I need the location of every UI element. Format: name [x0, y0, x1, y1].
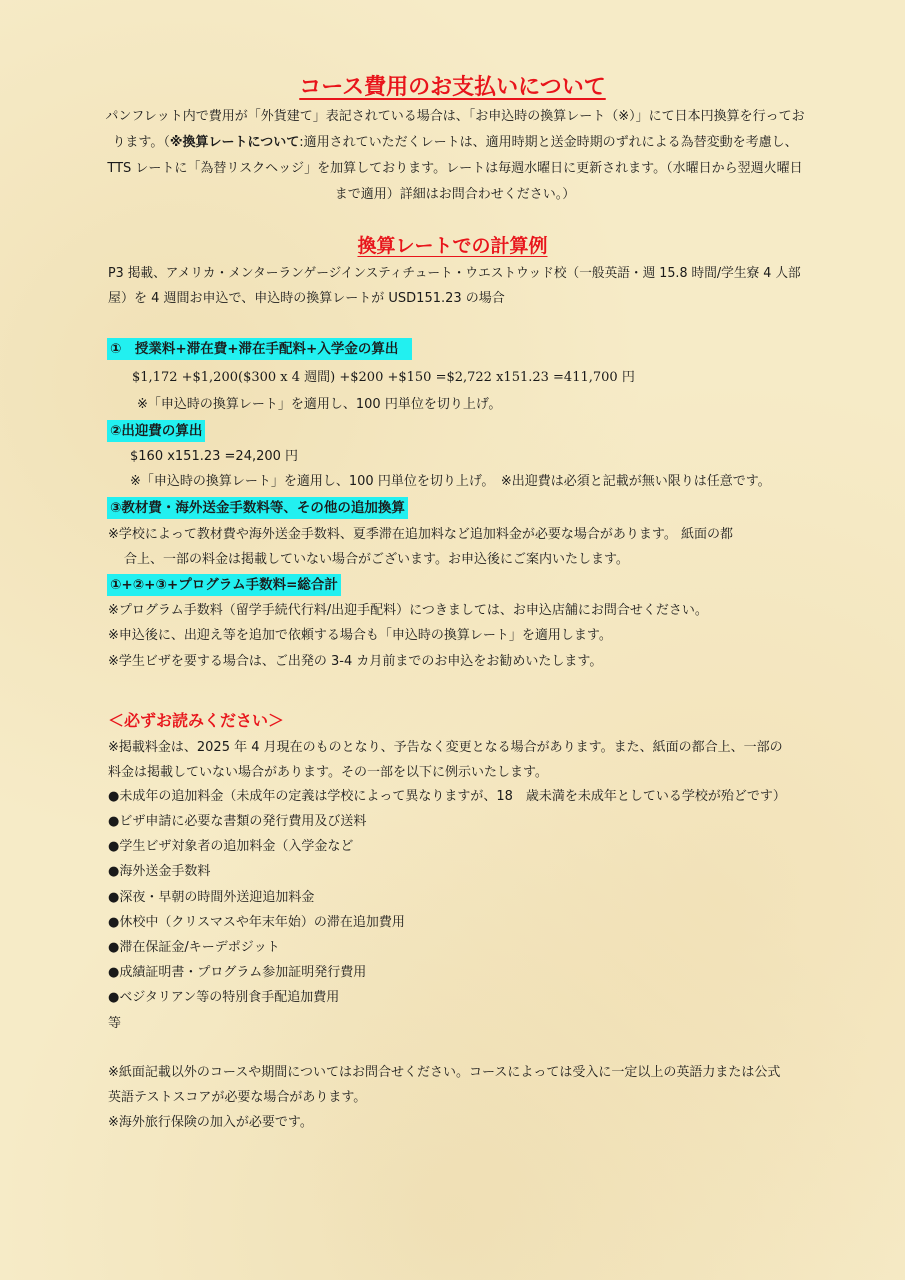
section1-note: ※「申込時の換算レート」を適用し、100 円単位を切り上げ。 [137, 397, 502, 412]
notice-item: ●学生ビザ対象者の追加料金（入学金など [108, 839, 354, 854]
section4-note-2: ※申込後に、出迎え等を追加で依頼する場合も「申込時の換算レート」を適用します。 [108, 628, 612, 643]
section2-heading: ②出迎費の算出 [107, 420, 205, 442]
intro-paragraph [105, 104, 805, 208]
section4-note-3: ※学生ビザを要する場合は、ご出発の 3-4 カ月前までのお申込をお勧めいたします。 [108, 654, 603, 669]
example-desc-line1: P3 掲載、アメリカ・メンターランゲージインスティチュート・ウエストウッド校（一般英語・週 15.8 時間/学生寮 4 人部 [108, 266, 801, 281]
section2-calc: $160 x151.23 =24,200 円 [130, 449, 299, 464]
notice-etc: 等 [108, 1016, 122, 1031]
section1-heading: ① 授業料+滞在費+滞在手配料+入学金の算出 [107, 338, 412, 360]
section4-note-1: ※プログラム手数料（留学手続代行料/出迎手配料）につきましては、お申込店舗にお問合せください。 [108, 603, 708, 618]
section2-note: ※「申込時の換算レート」を適用し、100 円単位を切り上げ。 ※出迎費は必須と記載が無い限りは任意です。 [130, 474, 771, 489]
notice-footer-1: ※紙面記載以外のコースや期間についてはお問合せください。コースによっては受入に一定以上の英語力または公式 [108, 1065, 781, 1080]
notice-footer-3: ※海外旅行保険の加入が必要です。 [108, 1115, 313, 1130]
example-desc-line2: 屋）を 4 週間お申込で、申込時の換算レートが USD151.23 の場合 [108, 291, 505, 306]
notice-item: ●ビザ申請に必要な書類の発行費用及び送料 [108, 814, 367, 829]
section3-note2: 合上、一部の料金は掲載していない場合がございます。お申込後にご案内いたします。 [124, 552, 629, 567]
notice-item: ●成績証明書・プログラム参加証明発行費用 [108, 965, 367, 980]
notice-item: ●休校中（クリスマスや年末年始）の滞在追加費用 [108, 915, 405, 930]
notice-item: ●深夜・早朝の時間外送迎追加料金 [108, 890, 315, 905]
section1-calc: $1,172 +$1,200($300 x 4 週間) +$200 +$150 =$2,722 x151.23 =411,700 円 [132, 370, 635, 385]
notice-intro-1: ※掲載料金は、2025 年 4 月現在のものとなり、予告なく変更となる場合があります。また、紙面の都合上、一部の [108, 740, 783, 755]
notice-footer-2: 英語テストスコアが必要な場合があります。 [108, 1090, 367, 1105]
section4-heading: ①+②+③+プログラム手数料=総合計 [107, 574, 341, 596]
intro-part1: パンフレット内で費用が「外貨建て」表記されている場合は、「お申込時の換算レート（※）」にて日本円換算を行っております。（ [105, 109, 805, 150]
notice-intro-2: 料金は掲載していない場合があります。その一部を以下に例示いたします。 [108, 765, 548, 780]
notice-item: ●未成年の追加料金（未成年の定義は学校によって異なりますが、18 歳未満を未成年としている学校が殆どです） [108, 789, 786, 804]
notice-item: ●ベジタリアン等の特別食手配追加費用 [108, 990, 340, 1005]
page-title: コース費用のお支払いについて [299, 75, 606, 100]
notice-item: ●海外送金手数料 [108, 864, 211, 879]
example-title: 換算レートでの計算例 [357, 235, 548, 257]
notice-heading: ＜必ずお読みください＞ [108, 711, 285, 730]
section3-heading: ③教材費・海外送金手数料等、その他の追加換算 [107, 497, 408, 519]
notice-item: ●滞在保証金/キーデポジット [108, 940, 280, 955]
intro-part2: :適用されていただくレートは、適用時期と送金時期のずれによる為替変動を考慮し、TTS レートに「為替リスクヘッジ」を加算しております。レートは毎週水曜日に更新されます。（水曜日から翌週火曜日まで適用）詳細はお問合わせください。） [107, 135, 803, 202]
section3-note1: ※学校によって教材費や海外送金手数料、夏季滞在追加料など追加料金が必要な場合があります。 紙面の都 [108, 527, 733, 542]
intro-bold: ※換算レートについて [169, 135, 300, 150]
